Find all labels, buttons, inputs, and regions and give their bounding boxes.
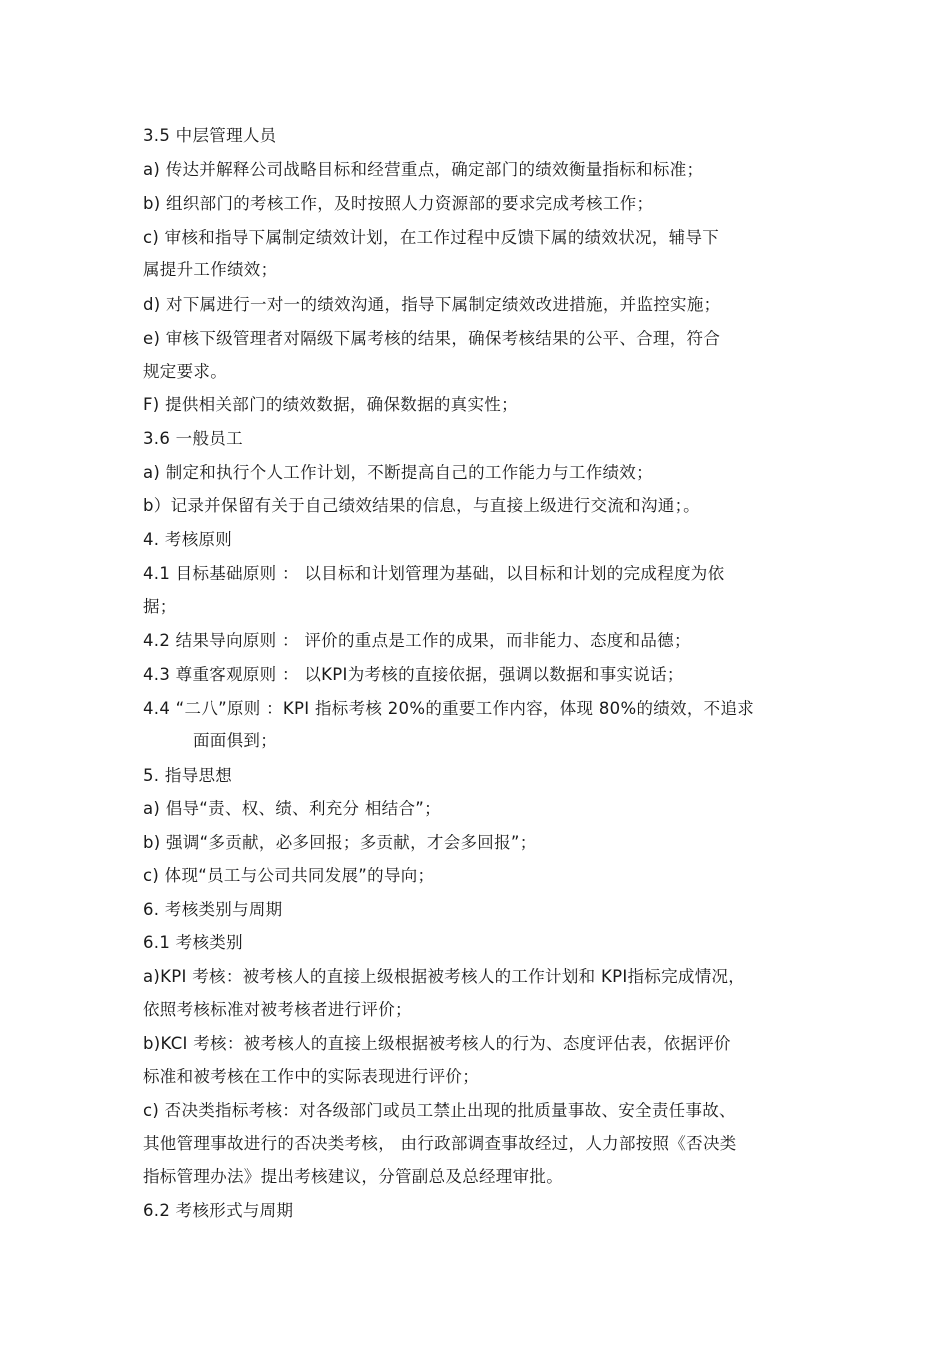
principle-item: 4.4 “二八”原则 ：KPI 指标考核 20%的重要工作内容，体现 80%的绩效，不追求 (143, 699, 755, 718)
section-heading-3-5: 3.5 中层管理人员 (143, 126, 277, 145)
list-item: b) 组织部门的考核工作，及时按照人力资源部的要求完成考核工作； (143, 194, 654, 213)
list-item: b)KCI 考核：被考核人的直接上级根据被考核人的行为、态度评估表，依据评价 (143, 1034, 731, 1053)
principle-item-continuation: 据； (143, 597, 177, 616)
list-item: F) 提供相关部门的绩效数据，确保数据的真实性； (143, 395, 518, 414)
section-heading-6-1: 6.1 考核类别 (143, 933, 243, 952)
list-item-continuation: 规定要求。 (143, 362, 227, 381)
list-item-continuation: 指标管理办法》提出考核建议，分管副总及总经理审批。 (143, 1167, 563, 1186)
list-item: a)KPI 考核：被考核人的直接上级根据被考核人的工作计划和 KPI指标完成情况， (143, 967, 746, 986)
section-heading-3-6: 3.6 一般员工 (143, 429, 243, 448)
section-heading-6: 6. 考核类别与周期 (143, 900, 283, 919)
list-item: a) 倡导“责、权、绩、利充分 相结合”； (143, 799, 441, 818)
principle-item: 4.1 目标基础原则 ： 以目标和计划管理为基础，以目标和计划的完成程度为依 (143, 564, 725, 583)
section-heading-5: 5. 指导思想 (143, 766, 233, 785)
list-item: c) 否决类指标考核：对各级部门或员工禁止出现的批质量事故、安全责任事故、 (143, 1101, 736, 1120)
section-heading-4: 4. 考核原则 (143, 530, 233, 549)
list-item-continuation: 属提升工作绩效； (143, 260, 278, 279)
principle-item: 4.3 尊重客观原则 ： 以KPI为考核的直接依据，强调以数据和事实说话； (143, 665, 684, 684)
list-item: d) 对下属进行一对一的绩效沟通，指导下属制定绩效改进措施，并监控实施； (143, 295, 721, 314)
list-item: a) 制定和执行个人工作计划，不断提高自己的工作能力与工作绩效； (143, 463, 653, 482)
list-item: a) 传达并解释公司战略目标和经营重点，确定部门的绩效衡量指标和标准； (143, 160, 704, 179)
principle-item: 4.2 结果导向原则 ： 评价的重点是工作的成果，而非能力、态度和品德； (143, 631, 691, 650)
list-item: b) 强调“多贡献，必多回报；多贡献，才会多回报”； (143, 833, 537, 852)
list-item-continuation: 标准和被考核在工作中的实际表现进行评价； (143, 1067, 479, 1086)
list-item: b）记录并保留有关于自己绩效结果的信息，与直接上级进行交流和沟通；。 (143, 496, 700, 515)
principle-item-continuation: 面面俱到； (193, 731, 277, 750)
list-item-continuation: 依照考核标准对被考核者进行评价； (143, 1000, 412, 1019)
list-item-continuation: 其他管理事故进行的否决类考核， 由行政部调查事故经过，人力部按照《否决类 (143, 1134, 737, 1153)
list-item: c) 体现“员工与公司共同发展”的导向； (143, 866, 435, 885)
list-item: e) 审核下级管理者对隔级下属考核的结果，确保考核结果的公平、合理，符合 (143, 329, 721, 348)
list-item: c) 审核和指导下属制定绩效计划，在工作过程中反馈下属的绩效状况，辅导下 (143, 228, 720, 247)
section-heading-6-2: 6.2 考核形式与周期 (143, 1201, 294, 1220)
